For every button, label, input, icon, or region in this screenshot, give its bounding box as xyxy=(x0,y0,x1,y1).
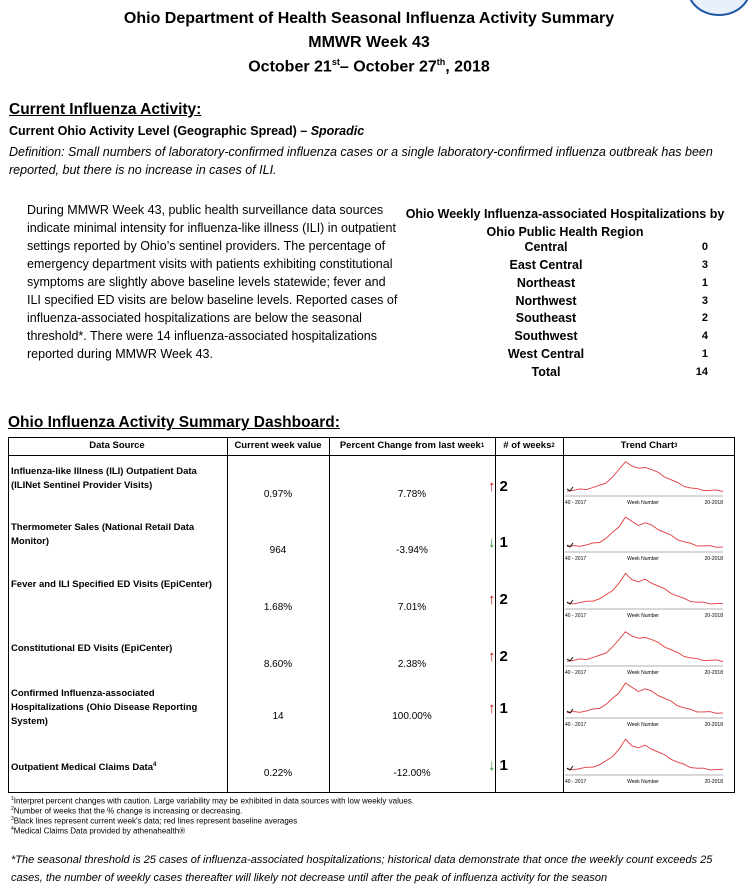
hosp-region-value: 3 xyxy=(701,259,708,271)
trend-chart xyxy=(563,456,726,514)
hosp-row-northeast xyxy=(456,276,716,294)
hosp-region-value: 3 xyxy=(701,295,708,307)
weeks-trend-indicator xyxy=(488,478,558,495)
hosp-region-name: Central xyxy=(524,240,568,254)
trend-axis-end-label: 20-2018 xyxy=(704,670,723,676)
current-week-value: 964 xyxy=(269,544,287,556)
source-text: Fever and ILI Specified ED Visits (EpiCenter) xyxy=(11,578,212,590)
percent-change-value: 7.78% xyxy=(397,488,427,500)
hosp-region-name: Northeast xyxy=(516,276,576,290)
activity-level: Current Ohio Activity Level (Geographic Spread) – Sporadic xyxy=(9,124,365,138)
weeks-count: 2 xyxy=(499,647,508,665)
header-number-of-weeks: # of weeks$^2$ xyxy=(503,440,555,451)
table-column-divider xyxy=(734,437,735,793)
source-text: Confirmed Influenza-associated Hospitalizations (Ohio Disease Reporting System) xyxy=(11,687,198,727)
activity-definition: Definition: Small numbers of laboratory-confirmed influenza cases or a single laboratory-confirmed influenza outbreak has been reported, but there is no increase in cases of ILI. xyxy=(9,145,713,177)
hosp-region-name: West Central xyxy=(507,347,585,361)
footnote-text: Black lines represent current week's data; red lines represent baseline averages xyxy=(13,816,298,826)
hosp-row-northwest xyxy=(456,294,716,312)
trend-axis-end-label: 20-2018 xyxy=(704,613,723,619)
hosp-region-value: 4 xyxy=(701,330,708,342)
hosp-row-southwest xyxy=(456,329,716,347)
footnote-4 xyxy=(11,824,185,837)
trend-chart xyxy=(563,735,726,793)
trend-chart xyxy=(563,678,726,736)
source-footnote-mark: 4 xyxy=(153,761,157,768)
trend-axis-end-label: 20-2018 xyxy=(704,556,723,562)
dashboard-source-label xyxy=(11,687,221,729)
footnote-mark: 1 xyxy=(11,796,14,802)
trend-axis-start-label: 40 - 2017 xyxy=(565,613,587,619)
hosp-region-value: 14 xyxy=(695,366,708,378)
footnote-mark: 3 xyxy=(11,816,14,822)
source-text: Influenza-like Illness (ILI) Outpatient Data (ILINet Sentinel Provider Visits) xyxy=(11,465,197,491)
weeks-trend-indicator xyxy=(488,534,558,551)
source-text: Thermometer Sales (National Retail Data Monitor) xyxy=(11,521,195,547)
header-current-week-value: Current week value xyxy=(234,440,322,451)
current-week-value: 0.97% xyxy=(263,488,293,500)
percent-change-value: 7.01% xyxy=(397,601,427,613)
seasonal-threshold-note: *The seasonal threshold is 25 cases of influenza-associated hospitalizations; historical data demonstrate that once the weekly count exceeds 25 cases, the number of weekly cases thereafter will likely not decrease until after the peak of influenza activity for the season xyxy=(11,854,713,884)
weeks-trend-indicator xyxy=(488,757,558,774)
trend-axis-title: Week Number xyxy=(627,722,659,728)
weeks-count: 2 xyxy=(499,477,508,495)
current-week-value: 1.68% xyxy=(263,601,293,613)
source-text: Outpatient Medical Claims Data xyxy=(11,761,154,773)
trend-baseline-line xyxy=(567,683,723,713)
trend-axis-title: Week Number xyxy=(627,613,659,619)
trend-chart xyxy=(563,626,726,684)
dashboard-source-label xyxy=(11,578,221,592)
hosp-row-total xyxy=(456,365,716,383)
arrow-up-icon: ↑ xyxy=(488,590,496,608)
percent-change-value: -12.00% xyxy=(393,767,431,779)
trend-baseline-line xyxy=(567,462,723,492)
trend-axis-title: Week Number xyxy=(627,670,659,676)
surveillance-narrative: During MMWR Week 43, public health surveillance data sources indicate minimal intensity for influenza-like illness (ILI) in outpatient settings reported by Ohio’s sentinel providers. The percentage of emergency department visits with patients exhibiting constitutional symptoms are slightly above baseline levels statewide; fever and ILI specified ED visits are below baseline levels. Reported cases of influenza-associated hospitalizations are below the seasonal threshold*. There were 14 influenza-associated hospitalizations reported during MMWR Week 43. xyxy=(27,203,398,361)
trend-chart xyxy=(563,512,726,570)
hosp-region-value: 1 xyxy=(701,348,708,360)
hosp-region-value: 0 xyxy=(701,241,708,253)
arrow-up-icon: ↑ xyxy=(488,699,496,717)
hosp-row-southeast xyxy=(456,311,716,329)
hosp-region-name: Northwest xyxy=(515,294,577,308)
hosp-region-name: Total xyxy=(531,365,561,379)
footnote-mark: 4 xyxy=(11,826,14,832)
header-data-source: Data Source xyxy=(89,440,145,451)
footnote-text: Medical Claims Data provided by athenahealth® xyxy=(13,826,186,836)
dashboard-source-label xyxy=(11,642,221,656)
footnote-text: Interpret percent changes with caution. Large variability may be exhibited in data sources with low weekly values. xyxy=(13,796,414,806)
arrow-down-icon: ↓ xyxy=(488,756,496,774)
trend-baseline-line xyxy=(567,739,723,770)
weeks-count: 1 xyxy=(499,756,508,774)
hospitalizations-table-title: Ohio Weekly Influenza-associated Hospitalizations by Ohio Public Health Region xyxy=(405,207,725,239)
dashboard-source-label xyxy=(11,758,221,775)
weeks-count: 2 xyxy=(499,590,508,608)
hosp-region-name: Southwest xyxy=(514,329,578,343)
arrow-up-icon: ↑ xyxy=(488,477,496,495)
hosp-row-east-central xyxy=(456,258,716,276)
current-activity-heading: Current Influenza Activity: xyxy=(9,101,202,118)
trend-baseline-line xyxy=(567,517,723,547)
table-column-divider xyxy=(8,437,9,793)
trend-baseline-line xyxy=(567,573,723,604)
header-percent-change: Percent Change from last week$^1$ xyxy=(339,440,485,451)
trend-chart xyxy=(563,569,726,627)
weeks-trend-indicator xyxy=(488,591,558,608)
activity-level-value: Sporadic xyxy=(310,124,365,138)
arrow-up-icon: ↑ xyxy=(488,647,496,665)
trend-axis-title: Week Number xyxy=(627,779,659,785)
weeks-count: 1 xyxy=(499,699,508,717)
arrow-down-icon: ↓ xyxy=(488,533,496,551)
dashboard-title: Ohio Influenza Activity Summary Dashboard: xyxy=(8,414,340,431)
current-week-value: 8.60% xyxy=(263,658,293,670)
percent-change-value: 2.38% xyxy=(397,658,427,670)
hosp-row-central xyxy=(456,240,716,258)
trend-axis-start-label: 40 - 2017 xyxy=(565,556,587,562)
trend-axis-end-label: 20-2018 xyxy=(704,779,723,785)
weeks-count: 1 xyxy=(499,533,508,551)
trend-axis-title: Week Number xyxy=(627,556,659,562)
trend-axis-title: Week Number xyxy=(627,500,659,506)
percent-change-value: -3.94% xyxy=(396,544,428,556)
weeks-trend-indicator xyxy=(488,648,558,665)
percent-change-value: 100.00% xyxy=(392,710,432,722)
dashboard-source-label xyxy=(11,521,221,549)
current-week-value: 0.22% xyxy=(263,767,293,779)
footnote-mark: 2 xyxy=(11,806,14,812)
weeks-trend-indicator xyxy=(488,700,558,717)
footnote-text: Number of weeks that the % change is increasing or decreasing. xyxy=(13,806,243,816)
source-text: Constitutional ED Visits (EpiCenter) xyxy=(11,642,173,654)
header-trend-chart: Trend Chart$^3$ xyxy=(620,440,678,451)
trend-baseline-line xyxy=(567,632,723,662)
current-week-value: 14 xyxy=(272,710,284,722)
trend-axis-start-label: 40 - 2017 xyxy=(565,722,587,728)
hosp-row-west-central xyxy=(456,347,716,365)
trend-axis-start-label: 40 - 2017 xyxy=(565,779,587,785)
report-week: MMWR Week 43 xyxy=(308,34,430,51)
report-title: Ohio Department of Health Seasonal Influenza Activity Summary xyxy=(123,10,615,27)
hosp-region-value: 2 xyxy=(701,312,708,324)
report-date-range: October 21st– October 27th, 2018 xyxy=(248,57,490,76)
hosp-region-name: Southeast xyxy=(515,311,577,325)
trend-axis-start-label: 40 - 2017 xyxy=(565,670,587,676)
dashboard-source-label xyxy=(11,465,221,493)
trend-axis-end-label: 20-2018 xyxy=(704,722,723,728)
trend-axis-start-label: 40 - 2017 xyxy=(565,500,587,506)
hosp-region-name: East Central xyxy=(509,258,583,272)
hosp-region-value: 1 xyxy=(701,277,708,289)
trend-axis-end-label: 20-2018 xyxy=(704,500,723,506)
